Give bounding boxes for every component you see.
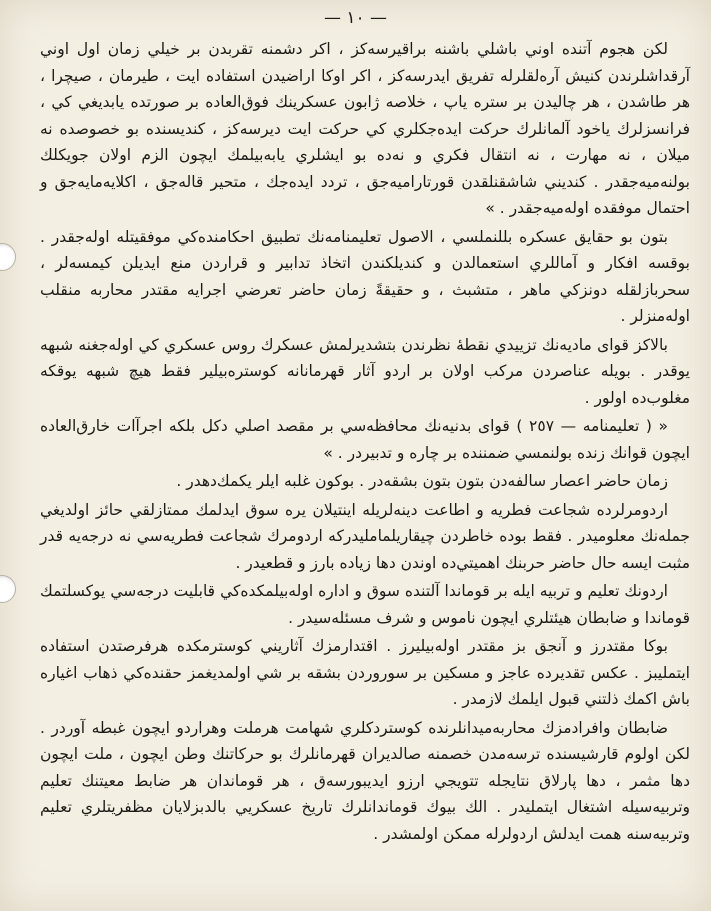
paragraph: بوكا مقتدرز و آنجق بز مقتدر اوله‌بيليرز . اقتدارمزك آثاريني كوسترمكده هرفرصتدن استفاده ايتمليبز . عكس تقديرده عاجز و مسكين بر سوروردن بشقه بر شي اولمديغمز حقنده‌كي ذهاب اغياره باش اكمك ذلتني قبول ايلمك لازمدر . bbox=[40, 637, 690, 708]
paragraph: اردومرلرده شجاعت فطريه و اطاعت دينه‌لريله اينتيلان يره سوق ايدلمك ممتازلقي حائز اولديغي جمله‌نك معلوميدر . فقط بوده خاطردن چيقاريلمامليدركه اردومرك شجاعت فطريه‌سي نه درجه‌يه قدر مثبت ايسه حال حاضر حربنك اهميتي‌ده اوندن دها زياده بارز و قطعيدر . bbox=[40, 500, 690, 572]
paragraph: زمان حاضر اعصار سالفه‌دن بتون بتون بشقه‌در . بوكون غلبه ايلر يكمك‌دهدر . bbox=[176, 472, 668, 490]
binder-hole-bottom bbox=[0, 575, 16, 603]
page-number: — ١٠ — bbox=[323, 8, 388, 28]
paragraph: بتون بو حقايق عسكره بللنملسي ، الاصول تعليمنامه‌نك تطبيق احكامنده‌كي موفقيتله اوله‌جقدر . بوقسه افكار و آماللري استعمالدن و كنديلكندن اتخاذ تدابير و قراردن منع ايديلن كيمسه‌لر ، سحربازلقله دونزكي ماهر ، متشبث ، و حقيقةً زمان حاضر تعرضي اجرايه مقتدر محاربه منقلب اوله‌منزلر . bbox=[40, 227, 690, 325]
paragraph: لكن هجوم آتنده اوني باشلي باشنه براقيرسه‌كز ، اكر دشمنه تقربدن بر خيلي زمان اول اوني آرقداشلرندن كنيش آره‌لقلرله تفريق ايدرسه‌كز ، اكر اوكا اراضيدن استفاده ايت ، طيرمان ، صيچرا ، هر طاشدن ، هر چاليدن بر ستره ياپ ، خلاصه ژابون عسكرينك فوق‌العاده بر صورتده يابديغي كي ، فرانسزلرك ياخود آلمانلرك حركت ايده‌جكلري كي حركت ايت ديرسه‌كز ، كنديسنده بو خصوصده نه ميلان ، نه مهارت ، نه انتقال فكري و نه‌ده بو ايشلري يابه‌بيلمك ايچون الزم اولان جويكلك بولنه‌ميه‌جقدر . كنديني شاشقنلقدن قورتاراميه‌جق ، تردد ايده‌جك ، متحير قاله‌جق ، اكلايه‌مايه‌جق و احتمال موفقده اوله‌ميه‌جقدر . » bbox=[40, 40, 690, 217]
binder-hole-top bbox=[0, 243, 16, 271]
paragraph: « ( تعليمنامه — ٢٥٧ ) قواى بدنيه‌نك محافظه‌سي بر مقصد اصلي دكل بلكه اجرآات خارق‌العاده ايچون قوانك زنده بولنمسي ضمننده بر چاره و تدبيردر . » bbox=[40, 417, 690, 462]
paragraph: بالاكز قواى ماديه‌نك تزييدي نقطهٔ نظرندن بتشديرلمش عسكرك روس عسكري كي اوله‌جغنه شبهه يوقدر . بويله عناصردن مركب اولان بر اردو آثار قهرمانانه كوستره‌بيلير فقط هيچ شبهه يوقكه مغلوب‌ده اولور . bbox=[40, 335, 690, 407]
paragraph: ضابطان وافرادمزك محاربه‌ميدانلرنده كوستردكلري شهامت هرملت وهراردو ايچون غبطه آوردر . لكن اولوم قارشيسنده ترسه‌مدن خصمنه صالديران قهرمانلرك بو حركاتنك وطن ايچون ، ملت ايچون دها مثمر ، دها پارلاق نتايجله تتويجي ارزو ايديبورسه‌ق ، هر قوماندان هر ضابط معيتنك تعليم وتربيه‌سيله اشتغال ايتمليدر . الك بيوك قوماندانلرك تاريخ عسكريي بالدبزلايان مظفريتلري تعليم وتربيه‌سنه همت ايدلش اردولرله ممكن اولمشدر . bbox=[40, 718, 690, 843]
paragraph: اردونك تعليم و تربيه ايله بر قوماندا آلتنده سوق و اداره اوله‌بيلمكده‌كي قابليت درجه‌سي يوكسلتمك قوماندا و ضابطان هيئتلري ايچون ناموس و شرف مسئله‌سيدر . bbox=[40, 582, 690, 627]
document-body bbox=[40, 36, 690, 849]
